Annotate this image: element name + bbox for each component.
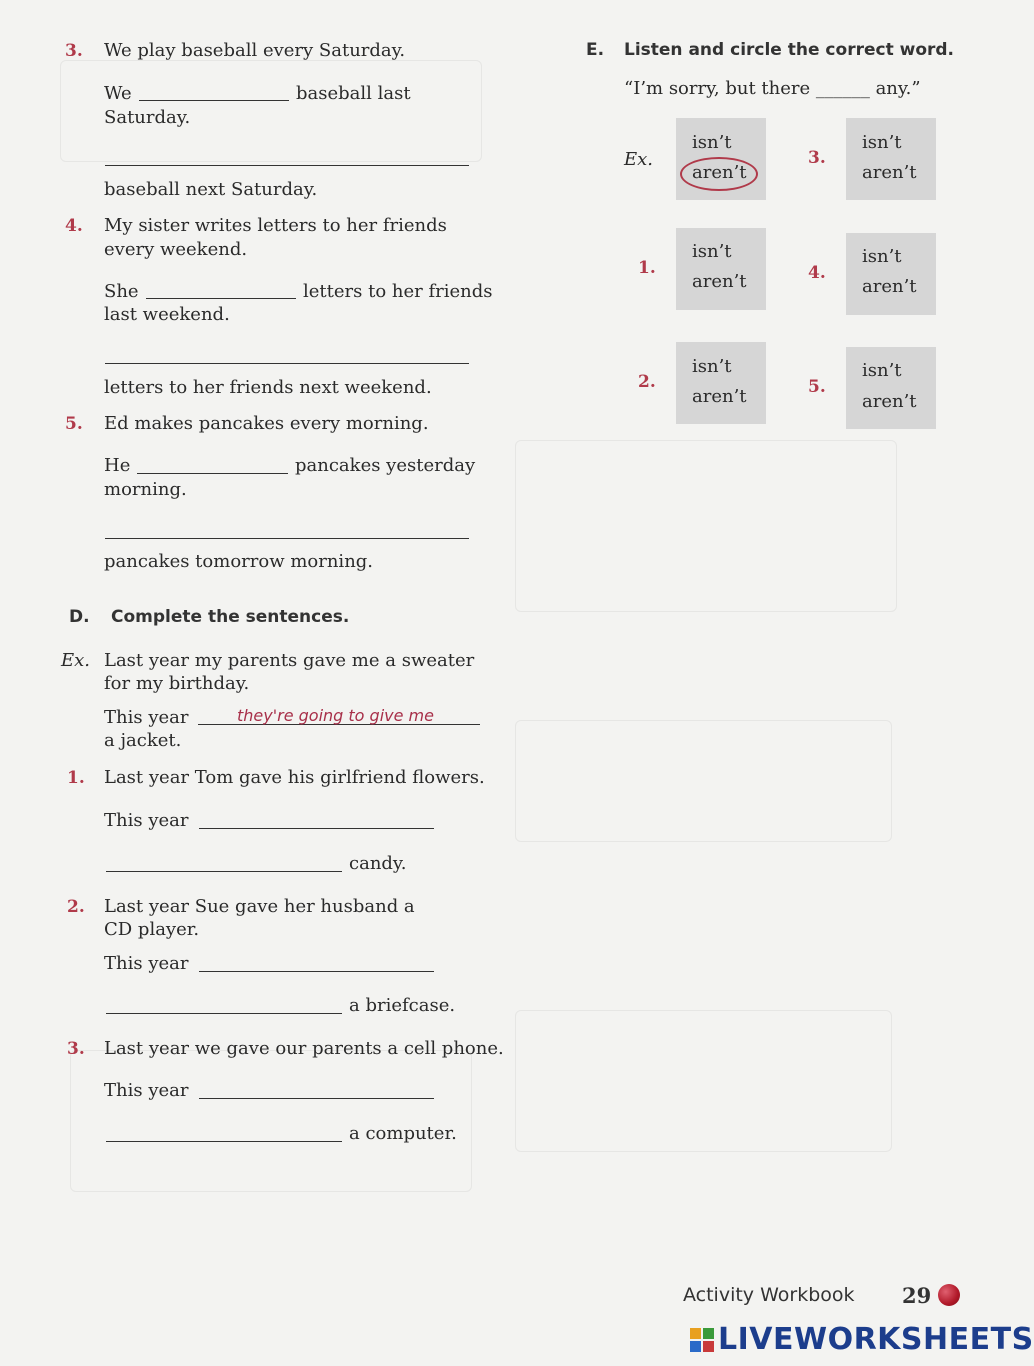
- sentence-continuation: Saturday.: [104, 107, 191, 128]
- sentence-start: We: [104, 83, 132, 104]
- sentence-end: pancakes yesterday: [295, 455, 476, 476]
- brand-wordmark: LIVEWORKSHEETS: [718, 1322, 1034, 1357]
- background-ghost: [515, 440, 897, 612]
- section-title: Complete the sentences.: [111, 607, 350, 627]
- sentence-end: a computer.: [349, 1123, 457, 1144]
- choice-arent[interactable]: aren’t: [692, 271, 747, 292]
- choice-isnt[interactable]: isn’t: [692, 241, 732, 262]
- item-number: 4.: [808, 263, 826, 283]
- answer-circle: [680, 157, 758, 191]
- sentence-end: letters to her friends: [303, 281, 493, 302]
- item-prompt: every weekend.: [104, 239, 248, 260]
- this-year-label: This year: [104, 810, 189, 831]
- item-prompt: Last year Tom gave his girlfriend flowers.: [104, 767, 485, 788]
- choice-box: [676, 342, 766, 424]
- answer-blank[interactable]: [106, 1013, 342, 1014]
- sentence-end: pancakes tomorrow morning.: [104, 551, 374, 572]
- answer-blank-long[interactable]: [105, 363, 469, 364]
- this-year-label: This year: [104, 953, 189, 974]
- example-answer: they're going to give me: [237, 706, 434, 725]
- item-prompt: My sister writes letters to her friends: [104, 215, 447, 236]
- item-number: 1.: [638, 258, 656, 278]
- item-number: 4.: [65, 216, 83, 236]
- section-title: Listen and circle the correct word.: [624, 40, 955, 60]
- sentence-start: She: [104, 281, 139, 302]
- item-prompt: We play baseball every Saturday.: [104, 40, 406, 61]
- choice-isnt[interactable]: isn’t: [862, 360, 902, 381]
- choice-arent[interactable]: aren’t: [862, 276, 917, 297]
- page-number: 29: [902, 1283, 932, 1308]
- item-prompt: Ed makes pancakes every morning.: [104, 413, 429, 434]
- item-number: 3.: [65, 41, 83, 61]
- choice-arent[interactable]: aren’t: [692, 386, 747, 407]
- sentence-start: He: [104, 455, 131, 476]
- workbook-label: Activity Workbook: [683, 1284, 855, 1306]
- liveworksheets-logo-icon: [690, 1328, 714, 1352]
- this-year-label: This year: [104, 707, 189, 728]
- item-prompt: Last year we gave our parents a cell phone.: [104, 1038, 504, 1059]
- item-number: 3.: [808, 148, 826, 168]
- choice-isnt[interactable]: isn’t: [862, 132, 902, 153]
- answer-blank-long[interactable]: [105, 538, 469, 539]
- sentence-end: candy.: [349, 853, 407, 874]
- sentence-end: a jacket.: [104, 730, 182, 751]
- background-ghost: [515, 720, 892, 842]
- background-ghost: [70, 1050, 472, 1192]
- answer-blank[interactable]: [106, 1141, 342, 1142]
- answer-blank[interactable]: [199, 1098, 434, 1099]
- item-number: 2.: [67, 897, 85, 917]
- listening-sentence: “I’m sorry, but there ______ any.”: [624, 78, 921, 99]
- this-year-label: This year: [104, 1080, 189, 1101]
- sentence-continuation: last weekend.: [104, 304, 230, 325]
- background-ghost: [515, 1010, 892, 1152]
- choice-arent: aren’t: [692, 162, 747, 183]
- answer-blank[interactable]: [139, 100, 289, 101]
- example-label: Ex.: [624, 149, 654, 170]
- answer-blank[interactable]: [146, 298, 296, 299]
- section-letter: E.: [586, 40, 605, 60]
- answer-blank[interactable]: [106, 871, 342, 872]
- page-dot-icon: [938, 1284, 960, 1306]
- choice-isnt: isn’t: [692, 132, 732, 153]
- item-number: 1.: [67, 768, 85, 788]
- choice-box: [846, 118, 936, 200]
- item-prompt: Last year Sue gave her husband a: [104, 896, 415, 917]
- choice-arent[interactable]: aren’t: [862, 162, 917, 183]
- choice-arent[interactable]: aren’t: [862, 391, 917, 412]
- sentence-end: baseball last: [296, 83, 411, 104]
- item-number: 2.: [638, 372, 656, 392]
- section-letter: D.: [69, 607, 90, 627]
- sentence-end: letters to her friends next weekend.: [104, 377, 432, 398]
- item-prompt: CD player.: [104, 919, 200, 940]
- answer-blank-long[interactable]: [105, 165, 469, 166]
- sentence-end: a briefcase.: [349, 995, 456, 1016]
- sentence-end: baseball next Saturday.: [104, 179, 318, 200]
- choice-isnt[interactable]: isn’t: [692, 356, 732, 377]
- sentence-continuation: morning.: [104, 479, 187, 500]
- item-number: 5.: [808, 377, 826, 397]
- example-label: Ex.: [61, 650, 91, 671]
- item-prompt: Last year my parents gave me a sweater: [104, 650, 475, 671]
- choice-isnt[interactable]: isn’t: [862, 246, 902, 267]
- item-number: 5.: [65, 414, 83, 434]
- answer-blank[interactable]: [199, 828, 434, 829]
- answer-blank[interactable]: [137, 473, 288, 474]
- item-number: 3.: [67, 1039, 85, 1059]
- item-prompt: for my birthday.: [104, 673, 250, 694]
- answer-blank[interactable]: [199, 971, 434, 972]
